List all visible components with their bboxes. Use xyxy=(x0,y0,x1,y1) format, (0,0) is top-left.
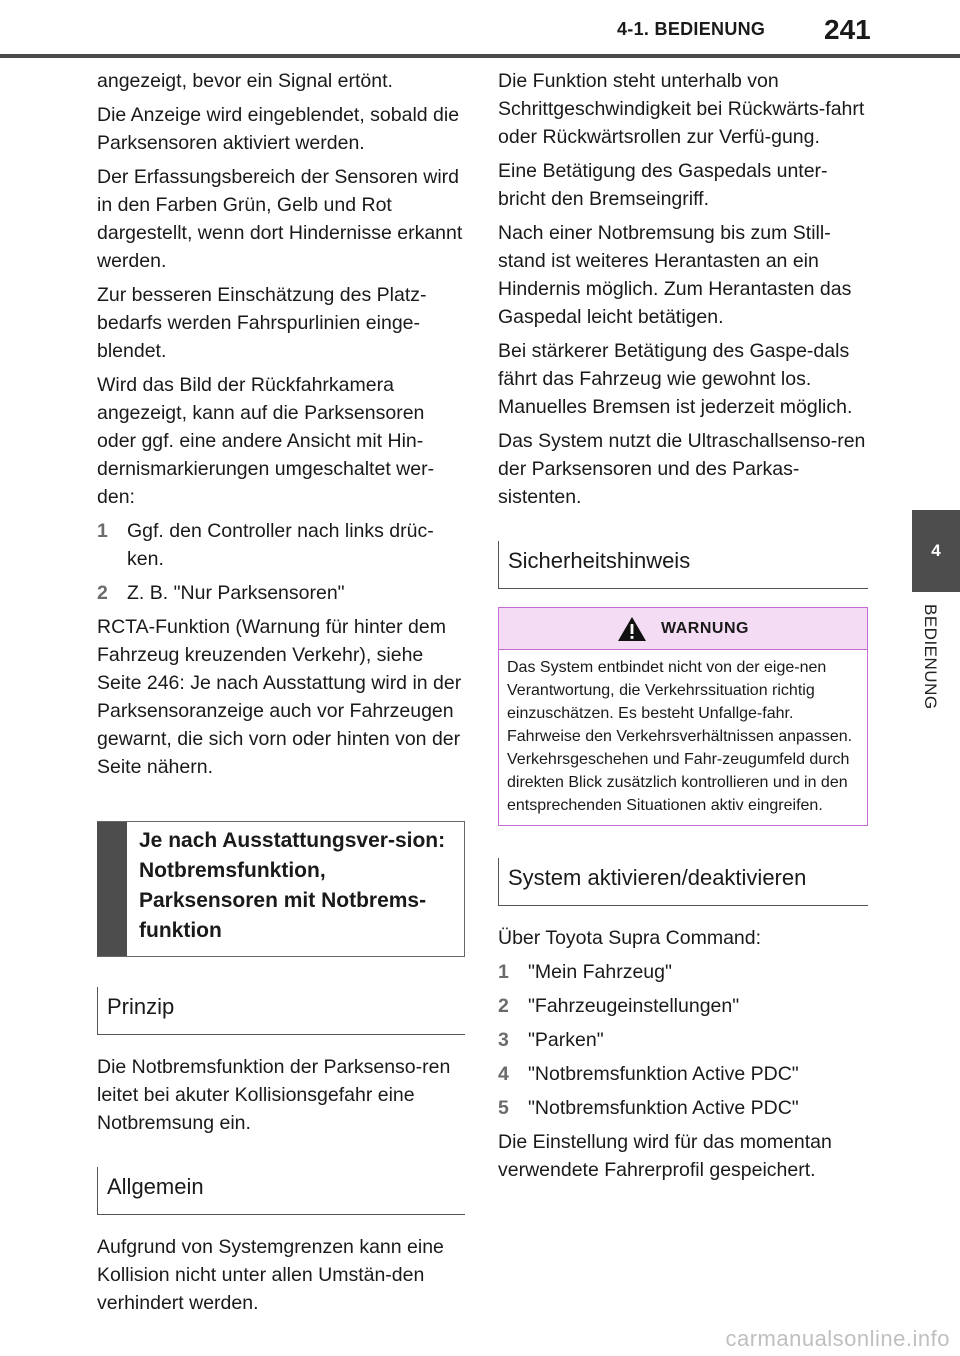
warning-label: WARNUNG xyxy=(661,619,749,637)
step-item xyxy=(97,579,465,607)
command-step xyxy=(498,1026,868,1054)
step-text: "Notbremsfunktion Active PDC" xyxy=(528,1097,799,1119)
closing-text: Die Einstellung wird für das momentan verwendete Fahrerprofil gespeichert. xyxy=(498,1131,832,1181)
header-divider xyxy=(0,54,960,58)
paragraph: Zur besseren Einschätzung des Platz-bedarfs werden Fahrspurlinien einge-blendet. xyxy=(97,284,427,362)
page-header xyxy=(0,0,960,60)
step-number: 1 xyxy=(97,520,108,542)
step-text: "Mein Fahrzeug" xyxy=(528,961,672,983)
step-number: 4 xyxy=(498,1063,509,1085)
chapter-tab[interactable]: 4 xyxy=(912,510,960,592)
warning-triangle-icon xyxy=(617,616,647,642)
paragraph: Nach einer Notbremsung bis zum Still-stand ist weiteres Herantasten an ein Hindernis möglich. Zum Herantasten das Gaspedal leicht betätigen. xyxy=(498,222,852,328)
section-header xyxy=(97,821,465,957)
left-column xyxy=(97,67,465,1323)
step-number: 3 xyxy=(498,1029,509,1051)
step-number: 1 xyxy=(498,961,509,983)
paragraph: Das System nutzt die Ultraschallsenso-ren der Parksensoren und des Parkas-sistenten. xyxy=(498,430,866,508)
step-number: 5 xyxy=(498,1097,509,1119)
paragraph: Eine Betätigung des Gaspedals unter-bricht den Bremseingriff. xyxy=(498,160,828,210)
section-bar xyxy=(97,822,127,956)
command-step xyxy=(498,1094,868,1122)
step-number: 2 xyxy=(97,582,108,604)
warning-header xyxy=(499,608,867,650)
page-number: 241 xyxy=(824,14,871,45)
step-text: Ggf. den Controller nach links drüc-ken. xyxy=(127,520,434,570)
right-column xyxy=(498,67,868,1190)
step-text: Z. B. "Nur Parksensoren" xyxy=(127,582,345,604)
paragraph: Bei stärkerer Betätigung des Gaspe-dals fährt das Fahrzeug wie gewohnt los. Manuelles Bremsen ist jederzeit möglich. xyxy=(498,340,853,418)
subheading-allgemein: Allgemein xyxy=(97,1167,465,1215)
watermark: carmanualsonline.info xyxy=(725,1326,950,1351)
paragraph: Die Anzeige wird eingeblendet, sobald die Parksensoren aktiviert werden. xyxy=(97,104,460,154)
rcta-paragraph: RCTA-Funktion (Warnung für hinter dem Fahrzeug kreuzenden Verkehr), siehe Seite 246: Je nach Ausstattung wird in der Parksensoranzeige auch vor Fahrzeugen gewarnt, die sich vorn oder hinten von der Seite nähern. xyxy=(97,616,462,778)
step-number: 2 xyxy=(498,995,509,1017)
command-step xyxy=(498,958,868,986)
paragraph: angezeigt, bevor ein Signal ertönt. xyxy=(97,70,393,92)
subheading-aktivieren: System aktivieren/deaktivieren xyxy=(498,858,868,906)
chapter-label: BEDIENUNG xyxy=(921,604,940,710)
step-item xyxy=(97,517,465,573)
command-step xyxy=(498,992,868,1020)
paragraph: Wird das Bild der Rückfahrkamera angezeigt, kann auf die Parksensoren oder ggf. eine andere Ansicht mit Hin-dernismarkierungen umgeschaltet wer-den: xyxy=(97,374,435,508)
paragraph: Der Erfassungsbereich der Sensoren wird in den Farben Grün, Gelb und Rot dargestellt, wenn dort Hindernisse erkannt werden. xyxy=(97,166,463,272)
prinzip-text: Die Notbremsfunktion der Parksenso-ren leitet bei akuter Kollisionsgefahr eine Notbremsung ein. xyxy=(97,1056,451,1134)
command-step xyxy=(498,1060,868,1088)
section-title-header: 4-1. BEDIENUNG xyxy=(617,19,766,39)
subheading-prinzip: Prinzip xyxy=(97,987,465,1035)
allgemein-text: Aufgrund von Systemgrenzen kann eine Kollision nicht unter allen Umstän-den verhindert werden. xyxy=(97,1236,444,1314)
command-intro: Über Toyota Supra Command: xyxy=(498,927,762,949)
step-text: "Fahrzeugeinstellungen" xyxy=(528,995,740,1017)
step-text: "Notbremsfunktion Active PDC" xyxy=(528,1063,799,1085)
paragraph: Die Funktion steht unterhalb von Schrittgeschwindigkeit bei Rückwärts-fahrt oder Rückwärtsrollen zur Verfü-gung. xyxy=(498,70,865,148)
section-title: Je nach Ausstattungsver-sion: Notbremsfunktion, Parksensoren mit Notbrems-funktion xyxy=(139,829,446,942)
warning-text: Das System entbindet nicht von der eige-nen Verantwortung, die Verkehrssituation richtig einzuschätzen. Es besteht Unfallge-fahr. Fahrweise den Verkehrsverhältnissen anpassen. Verkehrsgeschehen und Fahr-zeugumfeld durch direkten Blick zusätzlich kontrollieren und in den entsprechenden Situationen aktiv eingreifen. xyxy=(507,659,853,814)
subheading-sicherheit: Sicherheitshinweis xyxy=(498,541,868,589)
step-text: "Parken" xyxy=(528,1029,604,1051)
warning-box xyxy=(498,607,868,826)
